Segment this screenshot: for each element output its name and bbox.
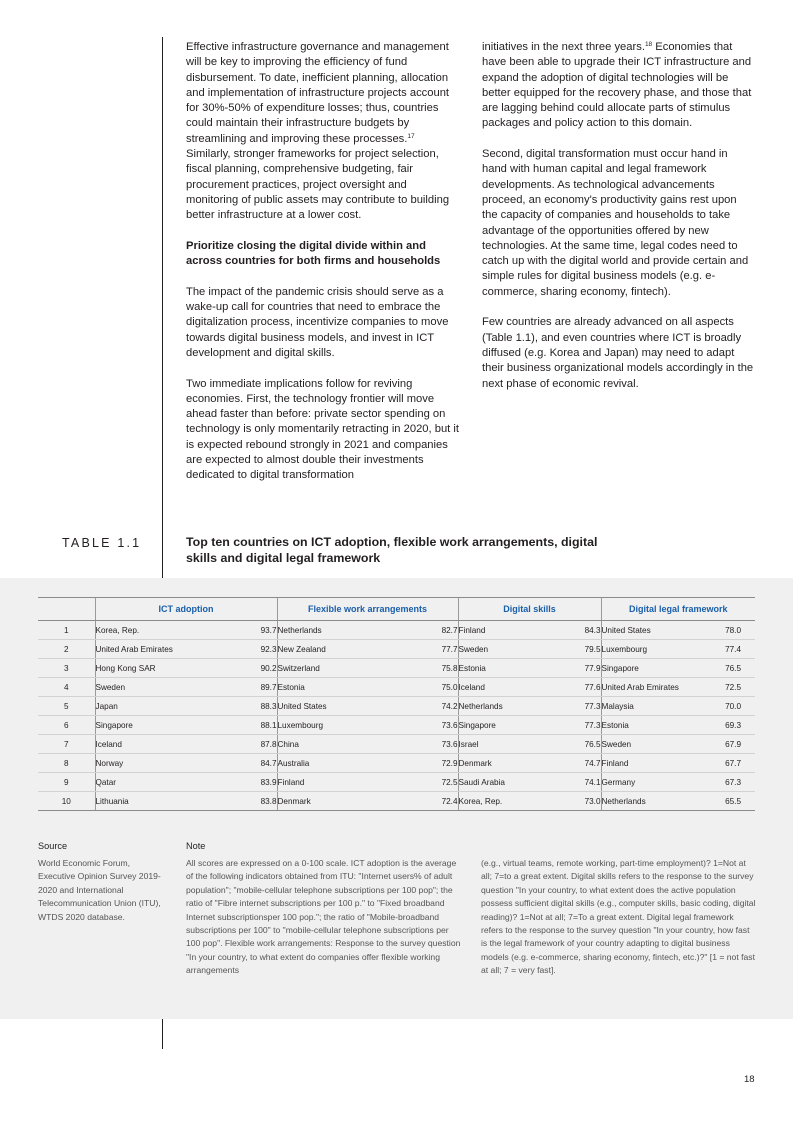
score-cell: 77.3 [545, 716, 601, 735]
score-cell: 74.7 [545, 754, 601, 773]
country-cell: United States [277, 697, 401, 716]
country-cell: Estonia [458, 659, 545, 678]
table-label: TABLE 1.1 [62, 536, 142, 550]
country-cell: Finland [277, 773, 401, 792]
score-cell: 72.4 [401, 792, 458, 811]
body-paragraph: The impact of the pandemic crisis should serve as a wake-up call for countries that need to embrace the digitalization process, incentivize companies to move towards digital business models, and invest in ICT development and digital skills. [186, 285, 449, 359]
country-cell: Luxembourg [601, 640, 698, 659]
score-cell: 82.7 [401, 621, 458, 640]
score-cell: 77.4 [698, 640, 755, 659]
score-cell: 67.3 [698, 773, 755, 792]
source-text: World Economic Forum, Executive Opinion Survey 2019-2020 and International Telecommunication Union (ITU), WTDS 2020 database. [38, 858, 161, 922]
country-cell: Sweden [458, 640, 545, 659]
score-cell: 89.7 [211, 678, 277, 697]
country-cell: Sweden [601, 735, 698, 754]
score-cell: 77.9 [545, 659, 601, 678]
score-cell: 77.6 [545, 678, 601, 697]
body-column-left [186, 40, 462, 499]
country-cell: Iceland [458, 678, 545, 697]
score-cell: 72.5 [401, 773, 458, 792]
country-cell: United States [601, 621, 698, 640]
country-cell: Switzerland [277, 659, 401, 678]
margin-rule-top [162, 37, 163, 580]
body-paragraph: Two immediate implications follow for reviving economies. First, the technology frontier will move ahead faster than before: private sector spending on technology is only momentarily retracting in 2020, but it is expected rebound strongly in 2021 and companies are expected to almost double their investments dedicated to digital transformation [186, 377, 459, 482]
score-cell: 84.7 [211, 754, 277, 773]
score-cell: 70.0 [698, 697, 755, 716]
body-paragraph: Effective infrastructure governance and management will be key to improving the efficiency of fund disbursement. To date, inefficient planning, allocation and implementation of infrastructure projects account for 30%-50% of expenditure losses; thus, countries could maintain their infrastructure budgets by streamlining and improving these processes.$^{17}$ Similarly, stronger frameworks for project selection, fiscal planning, comprehensive budgeting, fair procurement practices, project oversight and monitoring of public assets may contribute to building better infrastructure at a lower cost. [186, 41, 450, 222]
header-digital-legal: Digital legal framework [601, 598, 755, 621]
score-cell: 75.8 [401, 659, 458, 678]
note-heading: Note [186, 841, 206, 851]
score-cell: 79.5 [545, 640, 601, 659]
score-cell: 74.1 [545, 773, 601, 792]
country-cell: Finland [458, 621, 545, 640]
country-cell: Luxembourg [277, 716, 401, 735]
table-row [38, 773, 755, 792]
country-cell: Singapore [601, 659, 698, 678]
source-heading: Source [38, 841, 68, 851]
country-cell: Korea, Rep. [95, 621, 211, 640]
rank-header [38, 598, 95, 621]
country-cell: Malaysia [601, 697, 698, 716]
rank-cell: 8 [38, 754, 95, 773]
score-cell: 67.7 [698, 754, 755, 773]
table-header-row [38, 598, 755, 621]
note-text-col1: All scores are expressed on a 0-100 scale. ICT adoption is the average of the following indicators obtained from ITU: "Internet users% of adult population"; "mobile-cellular telephone subscriptions per 100 pop"; the ratio of "Fibre internet subscriptions per 100 p." to "Fixed broadband Internet subscriptionsper 100 pop."; the ratio of "Mobile-broadband subscriptions per 100" to "mobile-cellular telephone subscriptions per 100 pop". Flexible work arrangements: Response to the survey question "In your country, to what extent do companies offer flexible working arrangements [186, 858, 461, 976]
rank-cell: 5 [38, 697, 95, 716]
score-cell: 78.0 [698, 621, 755, 640]
country-cell: Netherlands [277, 621, 401, 640]
score-cell: 83.8 [211, 792, 277, 811]
score-cell: 67.9 [698, 735, 755, 754]
score-cell: 90.2 [211, 659, 277, 678]
score-cell: 73.6 [401, 716, 458, 735]
country-cell: Australia [277, 754, 401, 773]
rank-cell: 2 [38, 640, 95, 659]
score-cell: 87.8 [211, 735, 277, 754]
table-row [38, 621, 755, 640]
score-cell: 72.5 [698, 678, 755, 697]
score-cell: 77.3 [545, 697, 601, 716]
score-cell: 74.2 [401, 697, 458, 716]
score-cell: 73.0 [545, 792, 601, 811]
country-cell: Estonia [277, 678, 401, 697]
table-row [38, 754, 755, 773]
country-cell: Saudi Arabia [458, 773, 545, 792]
table-row [38, 659, 755, 678]
country-cell: Netherlands [601, 792, 698, 811]
score-cell: 88.3 [211, 697, 277, 716]
rank-cell: 4 [38, 678, 95, 697]
body-paragraph: Few countries are already advanced on all aspects (Table 1.1), and even countries where ICT is broadly diffused (e.g. Korea and Japan) may need to adapt their business organizational models accordingly in the next phase of economic revival. [482, 316, 754, 390]
country-cell: United Arab Emirates [95, 640, 211, 659]
body-column-right [482, 40, 754, 407]
rank-cell: 6 [38, 716, 95, 735]
ranking-table [38, 597, 755, 811]
score-cell: 75.0 [401, 678, 458, 697]
table-row [38, 716, 755, 735]
country-cell: New Zealand [277, 640, 401, 659]
country-cell: Qatar [95, 773, 211, 792]
country-cell: Sweden [95, 678, 211, 697]
rank-cell: 10 [38, 792, 95, 811]
country-cell: China [277, 735, 401, 754]
score-cell: 92.3 [211, 640, 277, 659]
table-row [38, 640, 755, 659]
country-cell: Japan [95, 697, 211, 716]
score-cell: 88.1 [211, 716, 277, 735]
country-cell: Iceland [95, 735, 211, 754]
country-cell: United Arab Emirates [601, 678, 698, 697]
body-paragraph: initiatives in the next three years.$^{18}$ Economies that have been able to upgrade their ICT infrastructure and expand the adoption of digital technologies will be better equipped for the recovery phase, and those that are lagging behind could allocate parts of stimulus packages and policy action to this domain. [482, 41, 752, 130]
country-cell: Israel [458, 735, 545, 754]
score-cell: 76.5 [545, 735, 601, 754]
rank-cell: 3 [38, 659, 95, 678]
country-cell: Estonia [601, 716, 698, 735]
score-cell: 65.5 [698, 792, 755, 811]
score-cell: 73.6 [401, 735, 458, 754]
score-cell: 72.9 [401, 754, 458, 773]
table-row [38, 697, 755, 716]
table-title: Top ten countries on ICT adoption, flexible work arrangements, digital skills and digital legal framework [186, 535, 598, 565]
country-cell: Lithuania [95, 792, 211, 811]
table-row [38, 735, 755, 754]
country-cell: Norway [95, 754, 211, 773]
country-cell: Denmark [277, 792, 401, 811]
header-ict-adoption: ICT adoption [95, 598, 277, 621]
table-row [38, 792, 755, 811]
country-cell: Finland [601, 754, 698, 773]
table-row [38, 678, 755, 697]
country-cell: Denmark [458, 754, 545, 773]
country-cell: Netherlands [458, 697, 545, 716]
country-cell: Korea, Rep. [458, 792, 545, 811]
rank-cell: 9 [38, 773, 95, 792]
score-cell: 93.7 [211, 621, 277, 640]
score-cell: 84.3 [545, 621, 601, 640]
rank-cell: 1 [38, 621, 95, 640]
country-cell: Germany [601, 773, 698, 792]
score-cell: 77.7 [401, 640, 458, 659]
header-digital-skills: Digital skills [458, 598, 601, 621]
header-flexible-work: Flexible work arrangements [277, 598, 458, 621]
rank-cell: 7 [38, 735, 95, 754]
country-cell: Singapore [95, 716, 211, 735]
score-cell: 69.3 [698, 716, 755, 735]
score-cell: 76.5 [698, 659, 755, 678]
page-number: 18 [744, 1074, 755, 1085]
country-cell: Singapore [458, 716, 545, 735]
body-paragraph: Second, digital transformation must occur hand in hand with human capital and legal framework developments. As technological advancements proceed, an economy's productivity gains rest upon the capacity of companies and households to take advantage of the opportunities offered by new technologies. At the same time, legal codes need to catch up with the digital world and provide certain and simple rules for digital business models (e.g. e-commerce, sharing economy, fintech). [482, 148, 749, 298]
score-cell: 83.9 [211, 773, 277, 792]
margin-rule-bottom [162, 1019, 163, 1049]
country-cell: Hong Kong SAR [95, 659, 211, 678]
note-text-col2: (e.g., virtual teams, remote working, part-time employment)? 1=Not at all; 7=to a great extent. Digital skills refers to the response to the survey question "In your country, to what extent does the active population possess sufficient digital skills (e.g., computer skills, basic coding, digital reading)? 1=Not at all; 7=To a great extent. Digital legal framework refers to the response to the survey question "In your country, how fast is the legal framework of your country adapting to digital business models (e.g. e-commerce, sharing economy, fintech, etc.)?" [1 = not fast at all; 7 = very fast]. [481, 858, 756, 976]
section-heading: Prioritize closing the digital divide within and across countries for both firms and households [186, 239, 441, 268]
